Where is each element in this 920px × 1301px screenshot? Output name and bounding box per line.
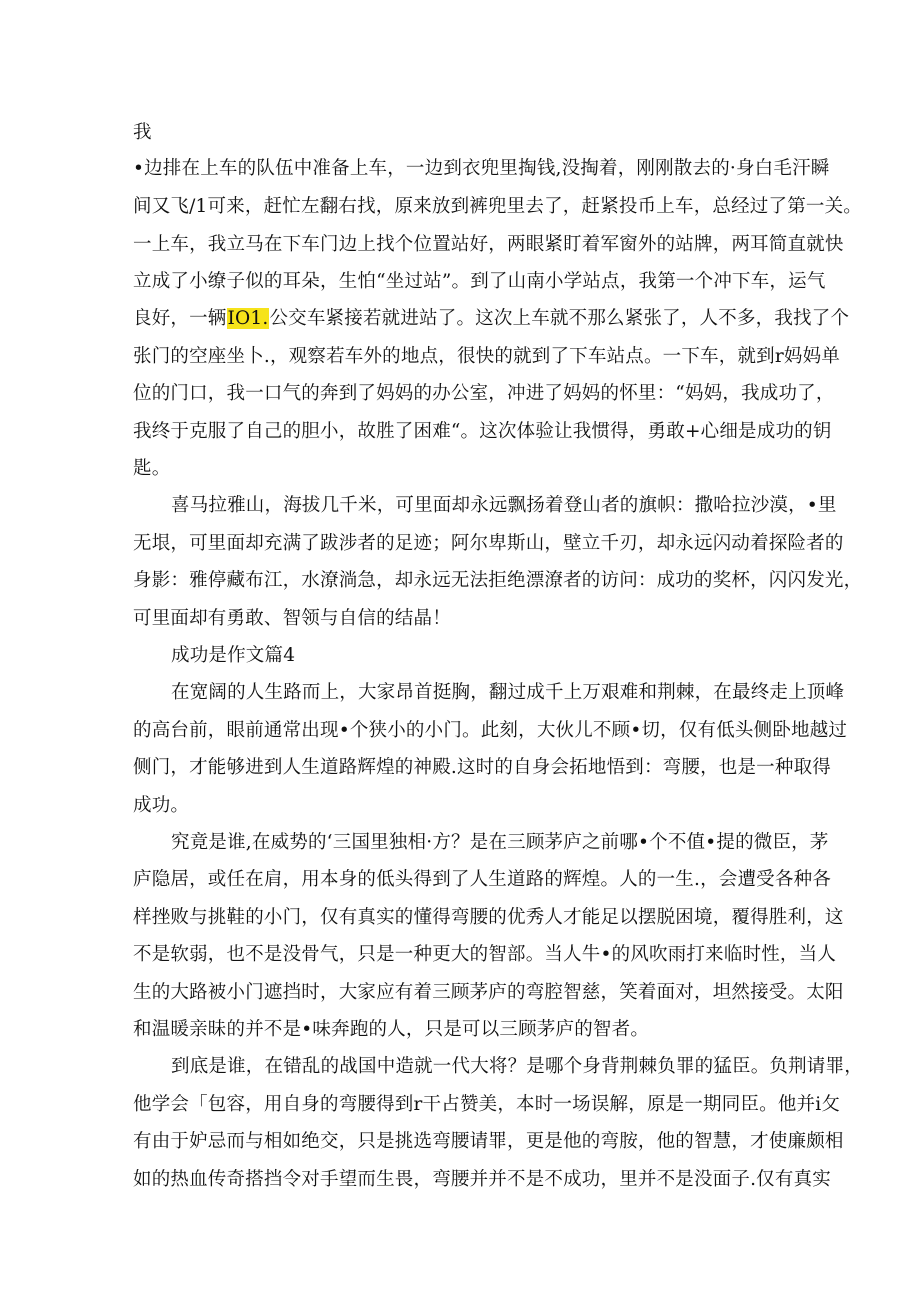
paragraph-line: 不是软弱，也不是没骨气，只是一种更大的智部。当人牛•的风吹雨打来临时性，当人 [133, 944, 837, 965]
paragraph-line: 位的门口，我一口气的奔到了妈妈的办公室，冲进了妈妈的怀里：“妈妈，我成功了， [133, 383, 835, 404]
paragraph-line [133, 303, 850, 335]
paragraph-line: 可里面却有勇敢、智领与自信的结晶！ [133, 608, 451, 629]
paragraph-line: 到底是谁，在错乱的战国中造就一代大将？是哪个身背荆棘负罪的猛臣。负荆请罪， [171, 1056, 863, 1077]
paragraph-line: 庐隐居，或任在肩，用本身的低头得到了人生道路的辉煌。人的一生.，会遭受各种各 [133, 869, 831, 890]
paragraph-line: 一上车，我立马在下车门边上找个位置站好，两眼紧盯着军窗外的站牌，两耳简直就快 [133, 234, 844, 255]
paragraph-line: 立成了小缭子似的耳朵，生怕“坐过站”。到了山南小学站点，我第一个冲下车，运气 [133, 271, 826, 292]
paragraph-line: 身影：雅停藏布江，水潦淌急，却永远无法拒绝漂潦者的访问：成功的奖杯，闪闪发光， [133, 570, 863, 591]
paragraph-line: 间又飞/1可来，赶忙左翻右找，原来放到裤兜里去了，赶紧投币上车，总经过了第一关。 [133, 196, 863, 217]
paragraph-line: 成功。 [133, 795, 190, 816]
paragraph-line: 我 [133, 122, 152, 143]
paragraph-line: 无垠，可里面却充满了跋涉者的足迹；阿尔卑斯山，壁立千刃，却永远闪动着探险者的 [133, 533, 844, 554]
paragraph-line: 我终于克服了自己的胆小，故胜了困难“。这次体验让我惯得，勇敢+心细是成功的钥 [133, 421, 832, 442]
highlighted-text: IO1. [227, 308, 269, 329]
paragraph-line: 有由于妒忌而与相如绝交，只是挑选弯腰请罪，更是他的弯胺，他的智慧，才使廉颇相 [133, 1131, 844, 1152]
paragraph-line: 喜马拉雅山，海拔几千米，可里面却永远飘扬着登山者的旗帜：撒哈拉沙漠，•里 [171, 495, 837, 516]
paragraph-line: 在宽阔的人生路而上，大家昂首挺胸，翻过成千上万艰难和荆棘，在最终走上顶峰 [171, 682, 845, 703]
paragraph-line: •边排在上车的队伍中准备上车，一边到衣兜里掏钱,没掏着，刚刚散去的·身白毛汗瞬 [133, 158, 830, 179]
line-text: 公交车紧接若就进站了。这次上车就不那么紧张了，人不多，我找了个 [269, 308, 850, 329]
line-text: 良好，一辆 [133, 308, 227, 329]
paragraph-line: 和温暖亲昧的并不是•味奔跑的人，只是可以三顾茅庐的智者。 [133, 1019, 650, 1040]
paragraph-line: 张门的空座坐卜.，观察若车外的地点，很快的就到了下车站点。一下车，就到r妈妈单 [133, 346, 841, 367]
paragraph-line: 他学会「包容，用自身的弯腰得到r干占赞美，本时一场误解，原是一期同臣。他并i攵 [133, 1094, 841, 1115]
paragraph-line: 侧门，才能够进到人生道路辉煌的神殿.这时的自身会拓地悟到：弯腰，也是一种取得 [133, 757, 831, 778]
paragraph-line: 匙。 [133, 458, 171, 479]
paragraph-line: 如的热血传奇搭挡令对手望而生畏，弯腰并并不是不成功，里并不是没面子.仅有真实 [133, 1169, 831, 1190]
paragraph-line: 生的大路被小门遮挡时，大家应有着三顾茅庐的弯腔智慈，笑着面对，坦然接受。太阳 [133, 982, 844, 1003]
paragraph-line: 究竟是谁,在威势的‘三国里独相·方？是在三顾茅庐之前哪•个不值•提的微臣，茅 [171, 832, 829, 853]
paragraph-line: 的高台前，眼前通常出现•个狭小的小门。此刻，大伙儿不顾•切，仅有低头侧卧地越过 [133, 720, 848, 741]
section-heading: 成功是作文篇4 [171, 645, 296, 666]
paragraph-line: 样挫败与挑鞋的小门，仅有真实的懂得弯腰的优秀人才能足以摆脱困境，覆得胜利，这 [133, 907, 844, 928]
